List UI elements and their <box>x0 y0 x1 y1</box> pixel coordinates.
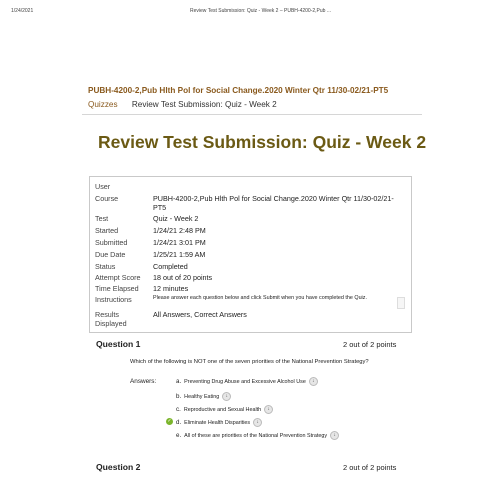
detail-value: All Answers, Correct Answers <box>153 310 247 319</box>
detail-value: 1/24/21 3:01 PM <box>153 238 206 247</box>
detail-label: Time Elapsed <box>95 284 139 293</box>
answer-text: Eliminate Health Disparities <box>184 419 251 426</box>
submission-details <box>89 176 412 333</box>
detail-value: Quiz - Week 2 <box>153 214 199 223</box>
feedback-icon: ↓ <box>264 405 273 414</box>
answer-option-d <box>176 418 262 427</box>
detail-value: 12 minutes <box>153 284 189 293</box>
print-title: Review Test Submission: Quiz - Week 2 – PUBH-4200-2,Pub ... <box>190 8 331 14</box>
feedback-icon: ↓ <box>253 418 262 427</box>
detail-label: Attempt Score <box>95 273 141 282</box>
detail-label: Submitted <box>95 238 128 247</box>
answer-option-b <box>176 392 231 401</box>
detail-label: Status <box>95 262 116 271</box>
print-header <box>0 8 500 16</box>
answer-letter: e. <box>176 431 182 439</box>
detail-label: Started <box>95 226 119 235</box>
question-1-title: Question 1 <box>96 339 141 349</box>
detail-value: 1/24/21 2:48 PM <box>153 226 206 235</box>
detail-value: Completed <box>153 262 188 271</box>
breadcrumb-quizzes[interactable]: Quizzes <box>88 100 118 109</box>
answer-option-a <box>176 377 318 386</box>
divider <box>82 114 422 115</box>
expand-scroll-handle[interactable] <box>397 297 405 309</box>
detail-value: Please answer each question below and click Submit when you have completed the Quiz. <box>153 295 367 301</box>
detail-value: 18 out of 20 points <box>153 273 213 282</box>
detail-label: Due Date <box>95 250 126 259</box>
detail-label: Instructions <box>95 295 132 304</box>
answer-letter: c. <box>176 405 181 413</box>
answer-text: All of these are priorities of the National Prevention Strategy <box>184 432 328 439</box>
print-date: 1/24/2021 <box>11 8 34 14</box>
detail-label: Course <box>95 194 119 203</box>
feedback-icon: ↓ <box>330 431 339 440</box>
answer-option-c <box>176 405 273 414</box>
page-title: Review Test Submission: Quiz - Week 2 <box>98 132 427 152</box>
question-2-points: 2 out of 2 points <box>343 463 397 472</box>
answer-text: Preventing Drug Abuse and Excessive Alcohol Use <box>184 378 306 385</box>
answers-label: Answers: <box>130 378 157 385</box>
question-1-points: 2 out of 2 points <box>343 340 397 349</box>
answer-letter: a. <box>176 377 182 385</box>
breadcrumb <box>88 100 277 109</box>
breadcrumb-current: Review Test Submission: Quiz - Week 2 <box>131 100 277 109</box>
question-2-title: Question 2 <box>96 462 141 472</box>
answer-letter: d. <box>176 418 182 426</box>
question-1-text: Which of the following is NOT one of the seven priorities of the National Prevention Strategy? <box>130 359 369 365</box>
detail-label: User <box>95 182 111 191</box>
detail-value: PUBH-4200-2,Pub Hlth Pol for Social Change.2020 Winter Qtr 11/30-02/21-PT5 <box>153 194 394 212</box>
answer-option-e <box>176 431 339 440</box>
answer-text: Healthy Eating <box>184 393 220 400</box>
feedback-icon: ↓ <box>309 377 318 386</box>
detail-label: Results Displayed <box>95 310 127 328</box>
answer-text: Reproductive and Sexual Health <box>183 406 262 413</box>
feedback-icon: ↓ <box>222 392 231 401</box>
answer-letter: b. <box>176 392 182 400</box>
course-link[interactable]: PUBH-4200-2,Pub Hlth Pol for Social Change.2020 Winter Qtr 11/30-02/21-PT5 <box>88 86 389 95</box>
detail-label: Test <box>95 214 109 223</box>
detail-value: 1/25/21 1:59 AM <box>153 250 206 259</box>
correct-check-icon: ✓ <box>167 418 172 424</box>
